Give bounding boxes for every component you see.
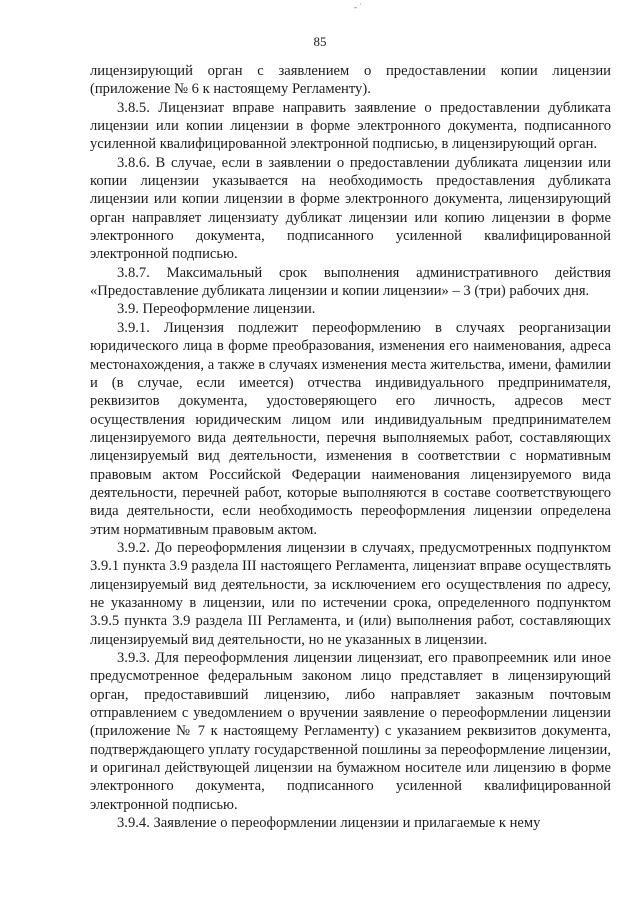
paragraph-3-9-1: 3.9.1. Лицензия подлежит переоформлению в случаях реорганизации юридического лица в форме преобразования, изменения его наименования, адреса местонахождения, а также в случаях изменения места жительства, имени, фамилии и (в случае, если имеется) отчества индивидуального предпринимателя, реквизитов документа, удостоверяющего его личность, адресов мест осуществления юридическим лицом или индивидуальным предпринимателем лицензируемого вида деятельности, перечня выполняемых работ, составляющих лицензируемый вид деятельности, изменения в соответствии с нормативным правовым актом Российской Федерации наименования лицензируемого вида деятельности, перечней работ, которые выполняются в составе соответствующего вида деятельности, если необходимость переоформления лицензии определена этим нормативным правовым актом.: [90, 319, 611, 538]
paragraph-3-9-3: 3.9.3. Для переоформления лицензии лицензиат, его правопреемник или иное предусмотренное федеральным законом лицо представляет в лицензирующий орган, предоставивший лицензию, либо направляет заказным почтовым отправлением с уведомлением о вручении заявление о переоформлении лицензии (приложение № 7 к настоящему Регламенту) с указанием реквизитов документа, подтверждающего уплату государственной пошлины за переоформление лицензии, и оригинал действующей лицензии на бумажном носителе или лицензию в форме электронного документа, подписанного усиленной квалифицированной электронной подписью.: [90, 650, 611, 813]
scan-mark: - ˙: [354, 2, 363, 12]
paragraph-3-8-5: 3.8.5. Лицензиат вправе направить заявление о предоставлении дубликата лицензии или копии лицензии в форме электронного документа, подписанного усиленной квалифицированной электронной подписью, в лицензирующий орган.: [90, 99, 611, 153]
paragraph-3-9-4: 3.9.4. Заявление о переоформлении лицензии и прилагаемые к нему: [117, 815, 541, 832]
section-heading-3-9: 3.9. Переоформление лицензии.: [117, 301, 316, 318]
document-body: [90, 62, 611, 832]
paragraph-3-9-2: 3.9.2. До переоформления лицензии в случаях, предусмотренных подпунктом 3.9.1 пункта 3.9 раздела III настоящего Регламента, лицензиат вправе осуществлять лицензируемый вид деятельности, за исключением его осуществления по адресу, не указанному в лицензии, или по истечении срока, определенного подпунктом 3.9.5 пункта 3.9 раздела III Регламента, и (или) выполнения работ, составляющих лицензируемый вид деятельности, но не указанных в лицензии.: [90, 539, 611, 648]
page-number: 85: [313, 34, 327, 49]
paragraph-3-8-6: 3.8.6. В случае, если в заявлении о предоставлении дубликата лицензии или копии лицензии указывается на необходимость предоставления дубликата лицензии или копии лицензии в форме электронного документа, лицензирующий орган направляет лицензиату дубликат лицензии или копию лицензии в форме электронного документа, подписанного усиленной квалифицированной электронной подписью.: [90, 154, 611, 263]
paragraph-continuation: лицензирующий орган с заявлением о предоставлении копии лицензии (приложение № 6 к настоящему Регламенту).: [90, 63, 611, 98]
paragraph-3-8-7: 3.8.7. Максимальный срок выполнения административного действия «Предоставление дубликата лицензии и копии лицензии» – 3 (три) рабочих дня.: [90, 264, 611, 300]
